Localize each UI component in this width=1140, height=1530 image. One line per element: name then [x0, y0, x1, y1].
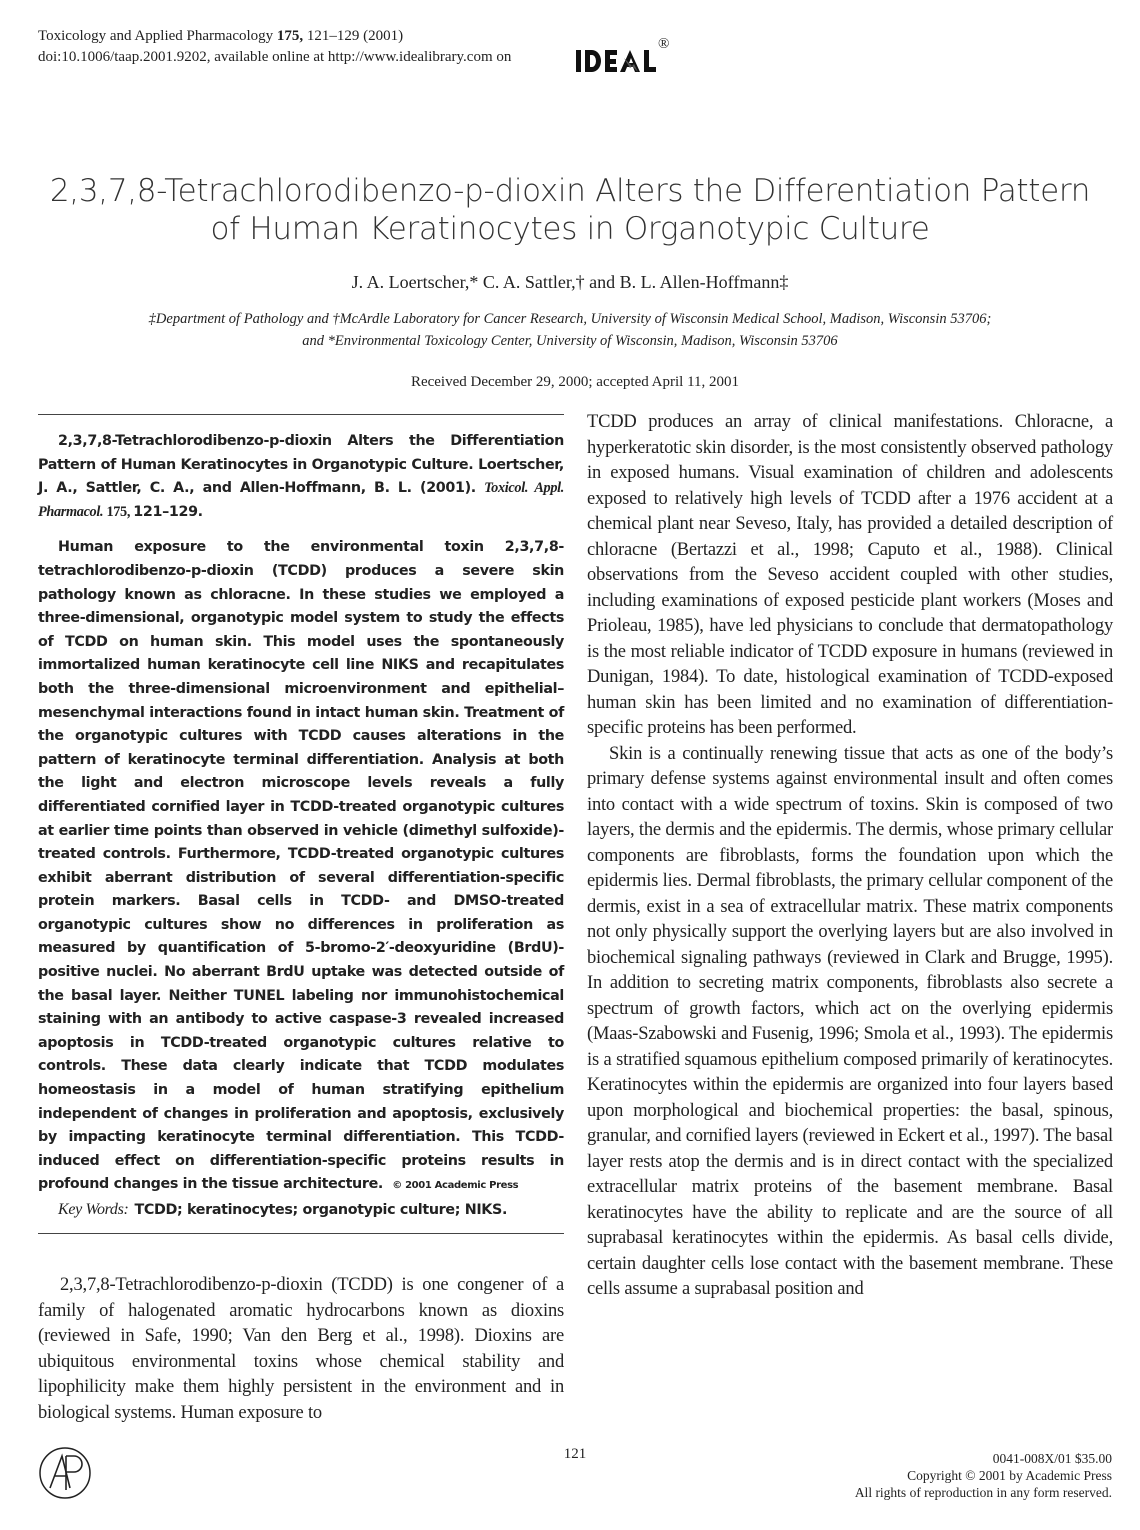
- right-paragraph-1: TCDD produces an array of clinical manifestations. Chloracne, a hyperkeratotic skin disorder, is the most consistently observed pathology in exposed humans. Visual examination of children and adolescents exposed to relatively high levels of TCDD after a 1976 accident at a chemical plant near Seveso, Italy, has provided a detailed description of chloracne (Bertazzi et al., 1998; Caputo et al., 1988). Clinical observations from the Seveso accident coupled with other studies, including examinations of exposed pesticide plant workers (Moses and Prioleau, 1985), have led physicians to conclude that dermatopathology is the most reliable indicator of TCDD exposure in humans (reviewed in Dunigan, 1984). To date, histological examination of TCDD-exposed human skin has been limited and no examination of differentiation-specific proteins has been performed.: [587, 412, 1113, 738]
- journal-citation-line: [38, 26, 511, 47]
- issn-price: 0041-008X/01 $35.00: [992, 1451, 1112, 1466]
- citation-text: 2,3,7,8-Tetrachlorodibenzo-p-dioxin Alters the Differentiation Pattern of Human Keratinocytes in Organotypic Culture. Loertscher, J. A., Sattler, C. A., and Allen-Hoffmann, B. L. (2001).: [38, 433, 564, 497]
- abstract: [38, 430, 564, 1223]
- journal-name: Toxicology and Applied Pharmacology: [38, 28, 277, 44]
- citation-pages: 121–129.: [133, 503, 203, 520]
- journal-volume: 175,: [276, 28, 304, 44]
- keywords-list: TCDD; keratinocytes; organotypic culture; NIKS.: [134, 1202, 508, 1218]
- abstract-copyright: © 2001 Academic Press: [392, 1180, 519, 1192]
- citation-volume: 175,: [103, 503, 134, 520]
- title-line-2: of Human Keratinocytes in Organotypic Culture: [210, 211, 930, 247]
- rights-line: All rights of reproduction in any form reserved.: [854, 1485, 1112, 1500]
- affiliation-line-2: and *Environmental Toxicology Center, University of Wisconsin, Madison, Wisconsin 53706: [302, 333, 838, 349]
- affiliation-line-1: ‡Department of Pathology and †McArdle Laboratory for Cancer Research, University of Wisconsin Medical School, Madison, Wisconsin 53706;: [148, 311, 992, 327]
- journal-pages-year: 121–129 (2001): [303, 28, 404, 44]
- affiliations: [20, 308, 1120, 352]
- page-number: 121: [563, 1446, 587, 1462]
- ideal-registered-mark: ®: [658, 36, 670, 52]
- journal-header: [38, 26, 511, 68]
- title-line-1: 2,3,7,8-Tetrachlorodibenzo-p-dioxin Alters the Differentiation Pattern: [49, 173, 1091, 209]
- footer-copyright: [855, 1450, 1112, 1501]
- abstract-citation: [38, 430, 564, 524]
- ideal-logo-icon: [574, 36, 670, 76]
- citation-journal: Toxicol. Appl. Pharmacol.: [38, 480, 564, 520]
- right-paragraph-2: Skin is a continually renewing tissue that acts as one of the body’s primary defense systems against environmental insult and often comes into contact with a wide spectrum of toxins. Skin is composed of two layers, the dermis and the epidermis. The dermis, whose primary cellular components are fibroblasts, forms the foundation upon which the epidermis lies. Dermal fibroblasts, the primary cellular component of the dermis, exist in a sea of extracellular matrix. These matrix components not only physically support the overlying layers but are also involved in biochemical signaling pathways (reviewed in Clark and Brugge, 1995). In addition to secreting matrix components, fibroblasts also secrete a spectrum of growth factors, which act on the overlying epidermis (Maas-Szabowski and Fusenig, 1996; Smola et al., 1993). The epidermis is a stratified squamous epithelium composed primarily of keratinocytes. Keratinocytes within the epidermis are organized into four layers based upon morphological and biochemical properties: the basal, spinous, granular, and cornified layers (reviewed in Eckert et al., 1997). The basal layer rests atop the dermis and is in direct contact with the specialized extracellular matrix proteins of the basement membrane. Basal keratinocytes have the ability to replicate and are the source of all suprabasal keratinocytes within the epidermis. As basal cells divide, certain daughter cells lose contact with the basement membrane. These cells assume a suprabasal position and: [587, 743, 1113, 1299]
- body-left-column: [38, 1273, 564, 1426]
- doi-line[interactable]: doi:10.1006/taap.2001.9202, available online at http://www.idealibrary.com on: [38, 49, 512, 65]
- keywords: [38, 1198, 564, 1223]
- body-right-column: [587, 410, 1113, 1303]
- abstract-text: Human exposure to the environmental toxin 2,3,7,8-tetrachlorodibenzo-p-dioxin (TCDD) produces a severe skin pathology known as chloracne. In these studies we employed a three-dimensional, organotypic model system to study the effects of TCDD on human skin. This model uses the spontaneously immortalized human keratinocyte cell line NIKS and recapitulates both the three-dimensional microenvironment and epithelial–mesenchymal interactions found in intact human skin. Treatment of the organotypic cultures with TCDD causes alterations in the pattern of keratinocyte terminal differentiation. Analysis at both the light and electron microscope levels reveals a fully differentiated cornified layer in TCDD-treated organotypic cultures at earlier time points than observed in vehicle (dimethyl sulfoxide)-treated controls. Furthermore, TCDD-treated organotypic cultures exhibit aberrant distribution of several differentiation-specific protein markers. Basal cells in TCDD- and DMSO-treated organotypic cultures show no differences in proliferation as measured by quantification of 5-bromo-2′-deoxyuridine (BrdU)-positive nuclei. No aberrant BrdU uptake was detected outside of the basal layer. Neither TUNEL labeling nor immunohistochemical staining with an antibody to active caspase-3 revealed increased apoptosis in TCDD-treated organotypic cultures relative to controls. These data clearly indicate that TCDD modulates homeostasis in a model of human stratifying epithelium independent of changes in proliferation and apoptosis, exclusively by impacting keratinocyte terminal differentiation. This TCDD-induced effect on differentiation-specific proteins results in profound changes in the tissue architecture.: [38, 539, 564, 1193]
- intro-paragraph: 2,3,7,8-Tetrachlorodibenzo-p-dioxin (TCDD) is one congener of a family of halogenated aromatic hydrocarbons known as dioxins (reviewed in Safe, 1990; Van den Berg et al., 1998). Dioxins are ubiquitous environmental toxins whose chemical stability and lipophilicity make them highly persistent in the environment and in biological systems. Human exposure to: [38, 1275, 564, 1423]
- abstract-body: [38, 536, 564, 1198]
- received-dates: Received December 29, 2000; accepted April 11, 2001: [410, 374, 740, 390]
- abstract-bottom-rule: [38, 1233, 564, 1234]
- copyright-line: Copyright © 2001 by Academic Press: [907, 1468, 1112, 1483]
- keywords-label: Key Words:: [58, 1201, 129, 1218]
- article-title: [20, 172, 1120, 248]
- abstract-top-rule: [38, 414, 564, 415]
- ideal-logo[interactable]: [574, 36, 670, 76]
- authors: J. A. Loertscher,* C. A. Sattler,† and B. L. Allen-Hoffmann‡: [351, 272, 789, 292]
